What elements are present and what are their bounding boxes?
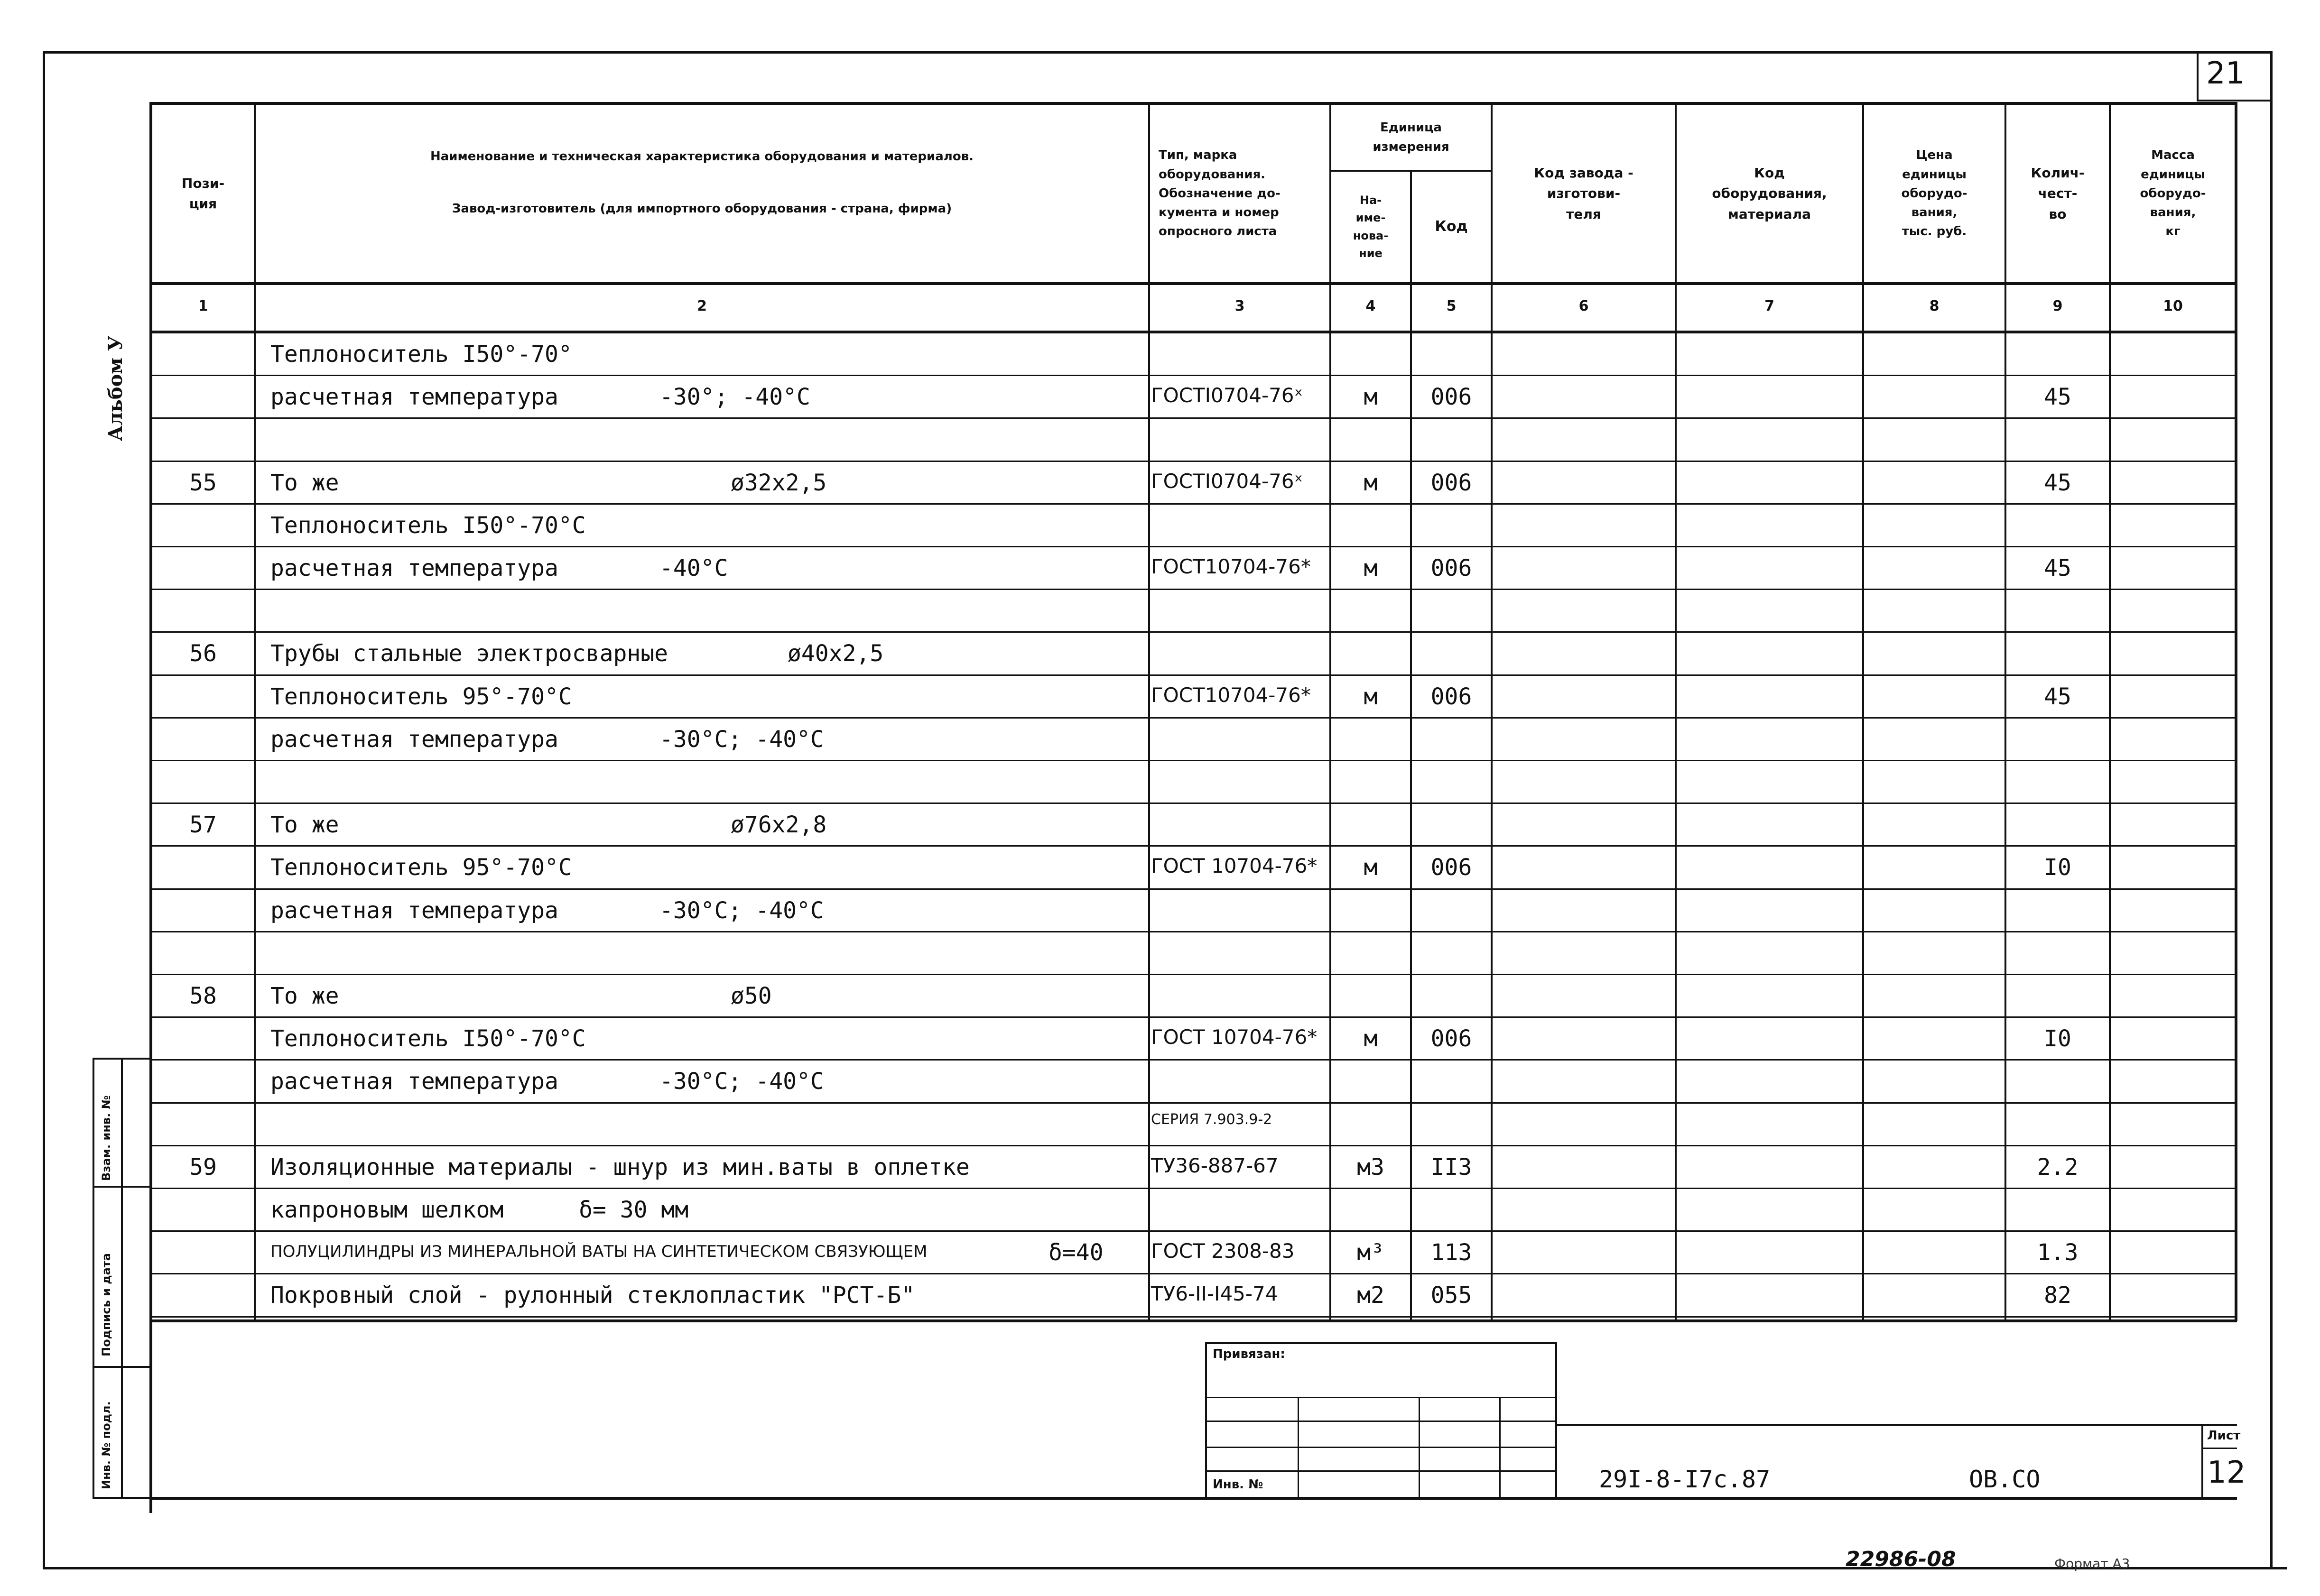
- side-inv-orig: Инв. № подл.: [100, 1401, 113, 1489]
- row-rule: [149, 717, 2237, 719]
- row-unit: м: [1364, 469, 1378, 496]
- header-position: Пози- ция: [181, 175, 225, 212]
- row-rule: [149, 1230, 2237, 1232]
- row-name: ПОЛУЦИЛИНДРЫ ИЗ МИНЕРАЛЬНОЙ ВАТЫ НА СИНТЕТИЧЕСКОМ СВЯЗУЮЩЕМ: [270, 1242, 928, 1262]
- row-unit: м: [1364, 384, 1378, 411]
- row-extra: -30°С; -40°С: [659, 897, 824, 924]
- row-rule: [149, 503, 2237, 505]
- colnum-4: 4: [1365, 298, 1376, 314]
- tb-sheet-box-left: [2201, 1424, 2203, 1499]
- row-rule: [149, 974, 2237, 975]
- row-name: Теплоноситель I50°-70°С: [270, 1025, 586, 1052]
- strip-left: [93, 1058, 94, 1499]
- row-quantity: 1.3: [2037, 1239, 2079, 1266]
- header-doc-type: Тип, марка оборудования. Обозначение до- кумента и номер опросного листа: [1159, 148, 1281, 239]
- row-rule: [149, 1145, 2237, 1146]
- colnum-9: 9: [2052, 298, 2063, 314]
- header-equipment-code: Код оборудования, материала: [1712, 165, 1827, 222]
- row-rule: [149, 589, 2237, 590]
- colnum-2: 2: [697, 298, 707, 314]
- row-doc: ТУ6-II-I45-74: [1151, 1282, 1278, 1306]
- row-code: 006: [1430, 555, 1472, 581]
- tb-main-rule: [1555, 1424, 2237, 1426]
- row-rule: [149, 888, 2237, 890]
- colnum-8: 8: [1929, 298, 1940, 314]
- strip-div-1: [93, 1186, 151, 1188]
- row-name: Изоляционные материалы - шнур из мин.ваты в оплетке: [270, 1153, 970, 1181]
- row-doc: ГОСТ 10704-76*: [1151, 854, 1318, 878]
- row-rule: [149, 803, 2237, 804]
- row-name: капроновым шелком: [270, 1197, 504, 1223]
- row-extra: ø32х2,5: [731, 469, 827, 496]
- row-rule: [149, 417, 2237, 419]
- row-name: расчетная температура: [270, 897, 558, 924]
- colnum-bottom-rule: [149, 331, 2237, 333]
- colnum-10: 10: [2163, 298, 2183, 314]
- section-code: ОВ.СО: [1969, 1466, 2041, 1493]
- corner-box-bottom: [2197, 100, 2273, 101]
- row-rule: [149, 1016, 2237, 1018]
- col-border-1: [254, 102, 256, 1321]
- row-extra: -30°; -40°С: [659, 384, 810, 411]
- header-factory-code: Код завода - изготови- теля: [1534, 165, 1633, 222]
- frame-top-line: [43, 51, 2273, 54]
- row-code: 055: [1430, 1282, 1472, 1309]
- frame-left-line: [43, 51, 45, 1569]
- row-code: II3: [1430, 1153, 1472, 1181]
- row-rule: [149, 461, 2237, 462]
- col-border-7: [1862, 102, 1864, 1321]
- row-rule: [149, 546, 2237, 547]
- strip-div-2: [93, 1366, 151, 1368]
- row-quantity: 45: [2044, 384, 2071, 411]
- col-border-10: [2235, 102, 2237, 1321]
- colnum-6: 6: [1578, 298, 1589, 314]
- tb-inv-no-label: Инв. №: [1213, 1477, 1263, 1492]
- row-position: 55: [189, 469, 217, 496]
- col-border-3: [1329, 102, 1331, 1321]
- corner-box-left: [2197, 51, 2199, 101]
- row-code: 113: [1430, 1239, 1472, 1266]
- tb-col-3: [1499, 1397, 1501, 1499]
- row-name: Теплоноситель 95°-70°С: [270, 683, 572, 710]
- colnum-7: 7: [1764, 298, 1774, 314]
- header-unit-mass: Масса единицы оборудо- вания, кг: [2140, 148, 2206, 239]
- row-doc: СЕРИЯ 7.903.9-2: [1151, 1111, 1272, 1128]
- row-doc: ГОСТI0704-76ˣ: [1151, 384, 1303, 407]
- header-unit-price: Цена единицы оборудо- вания, тыс. руб.: [1901, 148, 1967, 239]
- tb-row-3: [1205, 1447, 1556, 1448]
- row-name: Теплоноситель I50°-70°С: [270, 512, 586, 539]
- doc-code: 29I-8-I7с.87: [1599, 1466, 1771, 1493]
- colnum-5: 5: [1446, 298, 1457, 314]
- header-unit-code: Код: [1435, 218, 1468, 235]
- row-quantity: 45: [2044, 469, 2071, 496]
- row-name: расчетная температура: [270, 384, 558, 411]
- row-unit: м3: [1357, 1153, 1384, 1181]
- frame-right-line: [2270, 51, 2273, 1569]
- tb-row-1: [1205, 1397, 1556, 1398]
- album-label: Альбом У: [104, 335, 127, 441]
- row-code: 006: [1430, 683, 1472, 710]
- row-extra: -30°С; -40°С: [659, 726, 824, 753]
- row-quantity: I0: [2044, 854, 2071, 881]
- row-position: 58: [189, 983, 217, 1009]
- strip-bottom: [93, 1497, 151, 1499]
- row-extra: -40°С: [659, 555, 728, 581]
- colnum-3: 3: [1234, 298, 1245, 314]
- table-end-rule: [149, 1319, 2237, 1322]
- strip-mid: [121, 1058, 123, 1499]
- row-doc: ГОСТ 2308-83: [1151, 1239, 1295, 1263]
- row-position: 59: [189, 1153, 217, 1181]
- tb-row-4: [1205, 1470, 1556, 1472]
- row-extra: ø76х2,8: [731, 812, 827, 839]
- row-unit: м: [1364, 854, 1378, 881]
- header-name-line1: Наименование и техническая характеристика оборудования и материалов.: [430, 149, 974, 164]
- tb-attached-top: [1205, 1342, 1556, 1344]
- row-position: 57: [189, 812, 217, 839]
- row-extra: -30°С; -40°С: [659, 1068, 824, 1095]
- bottom-registration-stamp: 22986-08: [1846, 1547, 1956, 1571]
- row-rule: [149, 760, 2237, 761]
- row-rule: [149, 845, 2237, 847]
- col-border-5: [1491, 102, 1493, 1321]
- header-unit-name: На- име- нова- ние: [1353, 194, 1389, 260]
- corner-sheet-number: 21: [2206, 56, 2245, 91]
- col-border-4: [1410, 170, 1412, 1321]
- row-doc: ГОСТ10704-76*: [1151, 683, 1311, 707]
- tb-col-2: [1419, 1397, 1420, 1499]
- row-rule: [149, 631, 2237, 633]
- row-rule: [149, 375, 2237, 376]
- row-name: Теплоноситель I50°-70°: [270, 341, 572, 368]
- col-border-9: [2109, 102, 2111, 1321]
- row-doc: ГОСТI0704-76ˣ: [1151, 469, 1303, 493]
- row-rule: [149, 931, 2237, 932]
- row-doc: ГОСТ 10704-76*: [1151, 1025, 1318, 1049]
- row-name: Покровный слой - рулонный стеклопластик "РСТ-Б": [270, 1282, 915, 1309]
- row-name: расчетная температура: [270, 555, 558, 581]
- header-quantity: Колич- чест- во: [2031, 165, 2085, 222]
- row-quantity: 82: [2044, 1282, 2071, 1309]
- row-extra: ø50: [731, 983, 772, 1009]
- row-quantity: 45: [2044, 555, 2071, 581]
- header-bottom-rule: [149, 282, 2237, 285]
- tb-top: [149, 1497, 2237, 1500]
- row-name: То же: [270, 812, 339, 839]
- row-unit: м: [1364, 683, 1378, 710]
- row-rule: [149, 1102, 2237, 1104]
- row-unit: м: [1364, 555, 1378, 581]
- row-name: Трубы стальные электросварные: [270, 640, 668, 667]
- side-sign-date: Подпись и дата: [100, 1253, 113, 1356]
- row-name: расчетная температура: [270, 726, 558, 753]
- row-rule: [149, 1188, 2237, 1189]
- row-quantity: 45: [2044, 683, 2071, 710]
- tb-sheet-box-mid: [2201, 1448, 2237, 1449]
- format-label: Формат А3: [2054, 1556, 2130, 1571]
- row-quantity: I0: [2044, 1025, 2071, 1052]
- sheet-number: 12: [2207, 1455, 2246, 1490]
- row-quantity: 2.2: [2037, 1153, 2079, 1181]
- side-inv-dup: Взам. инв. №: [100, 1095, 113, 1181]
- row-code: 006: [1430, 469, 1472, 496]
- row-extra: δ=40: [1049, 1239, 1104, 1266]
- row-code: 006: [1430, 854, 1472, 881]
- row-doc: ГОСТ10704-76*: [1151, 555, 1311, 578]
- row-rule: [149, 1273, 2237, 1274]
- col-border-2: [1148, 102, 1150, 1321]
- row-code: 006: [1430, 1025, 1472, 1052]
- row-doc: ТУ36-887-67: [1151, 1153, 1279, 1177]
- row-rule: [149, 674, 2237, 676]
- row-position: 56: [189, 640, 217, 667]
- header-name-line2: Завод-изготовитель (для импортного оборудования - страна, фирма): [452, 201, 952, 216]
- row-code: 006: [1430, 384, 1472, 411]
- row-rule: [149, 1316, 2237, 1318]
- sheet-label: Лист: [2207, 1429, 2241, 1443]
- col-border-6: [1675, 102, 1677, 1321]
- strip-top: [93, 1058, 151, 1060]
- row-unit: м³: [1357, 1239, 1384, 1266]
- tb-attached-label: Привязан:: [1213, 1347, 1285, 1361]
- tb-row-2: [1205, 1421, 1556, 1422]
- row-unit: м2: [1357, 1282, 1384, 1309]
- row-unit: м: [1364, 1025, 1378, 1052]
- header-unit-group: Единица измерения: [1373, 120, 1449, 154]
- row-rule: [149, 1059, 2237, 1061]
- row-name: Теплоноситель 95°-70°С: [270, 854, 572, 881]
- tb-col-1: [1298, 1397, 1299, 1499]
- row-name: То же: [270, 469, 339, 496]
- row-extra: ø40х2,5: [788, 640, 884, 667]
- row-extra: δ= 30 мм: [579, 1197, 689, 1223]
- colnum-1: 1: [198, 298, 208, 314]
- col-border-8: [2004, 102, 2006, 1321]
- row-name: То же: [270, 983, 339, 1009]
- row-name: расчетная температура: [270, 1068, 558, 1095]
